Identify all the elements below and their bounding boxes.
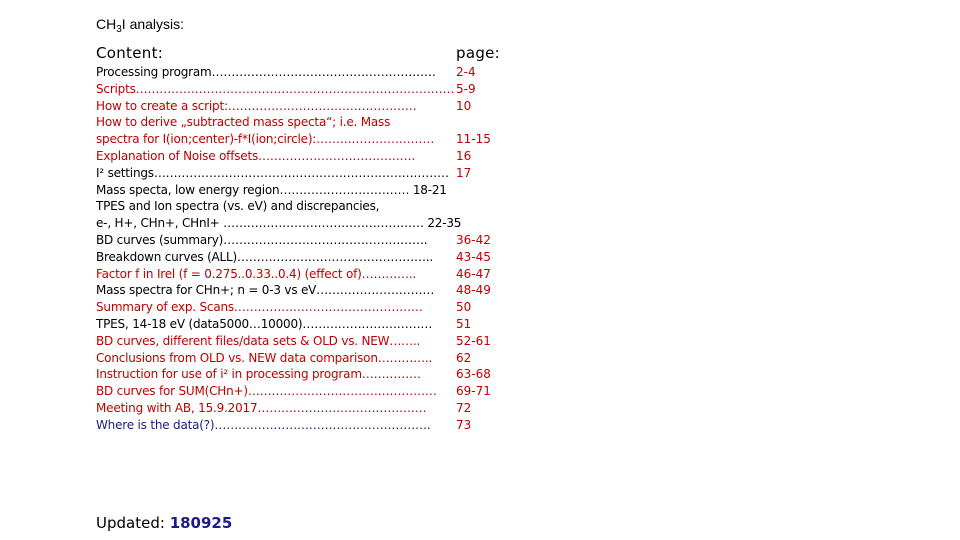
toc-line: I² settings…………………………………………………………………	[96, 165, 449, 180]
toc-line: Mass specta, low energy region…………………………… 18-21	[96, 182, 447, 197]
toc-line: spectra for I(ion;center)-f*I(ion;circle):…………………………	[96, 132, 435, 147]
page-header: page:	[456, 44, 501, 62]
toc-line: Instruction for use of i² in processing program……………	[96, 367, 421, 382]
toc-line: Conclusions from OLD vs. NEW data comparison…………..	[96, 350, 433, 365]
toc-line: Meeting with AB, 15.9.2017…………………………………….	[96, 401, 427, 415]
document-title	[96, 16, 184, 35]
toc-line: TPES and Ion spectra (vs. eV) and discrepancies,	[96, 199, 380, 214]
toc-page-number: 2-4	[456, 65, 476, 79]
toc-line: TPES, 14-18 eV (data5000…10000)……………………………	[96, 317, 433, 331]
toc-line: Scripts………………………………………………………………………	[96, 81, 455, 96]
toc-page-number: 46-47	[456, 266, 491, 281]
content-header: Content:	[96, 44, 164, 62]
updated-note	[96, 514, 232, 532]
toc-page-number: 17	[456, 165, 472, 180]
toc-line: Processing program…………………………………………………	[96, 65, 436, 79]
toc-page-number: 43-45	[456, 249, 491, 264]
toc-page-number: 11-15	[456, 132, 491, 147]
toc-line: Mass spectra for CHn+; n = 0-3 vs eV…………………………	[96, 283, 435, 298]
title-prefix: CH	[96, 16, 117, 32]
toc-line: e-, H+, CHn+, CHnI+ …………………………………………… 22-35	[96, 216, 462, 231]
toc-line: BD curves, different files/data sets & OLD vs. NEW……..	[96, 333, 421, 348]
toc-line: Explanation of Noise offsets………………………………….	[96, 149, 416, 163]
title-subscript: 3	[116, 24, 122, 35]
toc-page-number: 62	[456, 350, 472, 365]
toc-line: Where is the data(?)……………………………………………….	[96, 417, 431, 432]
toc-line: Factor f in Irel (f = 0.275..0.33..0.4) (effect of)…………..	[96, 266, 417, 281]
toc-page-number: 5-9	[456, 81, 476, 96]
toc-page-number: 48-49	[456, 283, 491, 298]
toc-page-number: 72	[456, 401, 472, 415]
toc-page-number: 63-68	[456, 367, 491, 382]
updated-label: Updated:	[96, 514, 165, 532]
toc-line: BD curves for SUM(CHn+)…………………………………………	[96, 384, 437, 399]
toc-line: BD curves (summary)…………………………………………….	[96, 233, 428, 247]
toc-line: How to derive „subtracted mass specta“; i.e. Mass	[96, 115, 391, 130]
toc-line: How to create a script:…………………………………………	[96, 98, 417, 113]
title-suffix: I analysis:	[121, 16, 185, 32]
updated-value: 180925	[169, 514, 233, 532]
toc-line: Summary of exp. Scans…………………………………………	[96, 300, 423, 315]
toc-page-number: 50	[456, 300, 472, 315]
toc-page-number: 51	[456, 317, 472, 331]
toc-page-number: 52-61	[456, 333, 491, 348]
toc-page-number: 69-71	[456, 384, 491, 399]
toc-page-number: 10	[456, 98, 472, 113]
toc-page-number: 36-42	[456, 233, 491, 247]
toc-line: Breakdown curves (ALL)…………………………………………..	[96, 249, 434, 264]
toc-page-number: 73	[456, 417, 472, 432]
toc-page-number: 16	[456, 149, 472, 163]
